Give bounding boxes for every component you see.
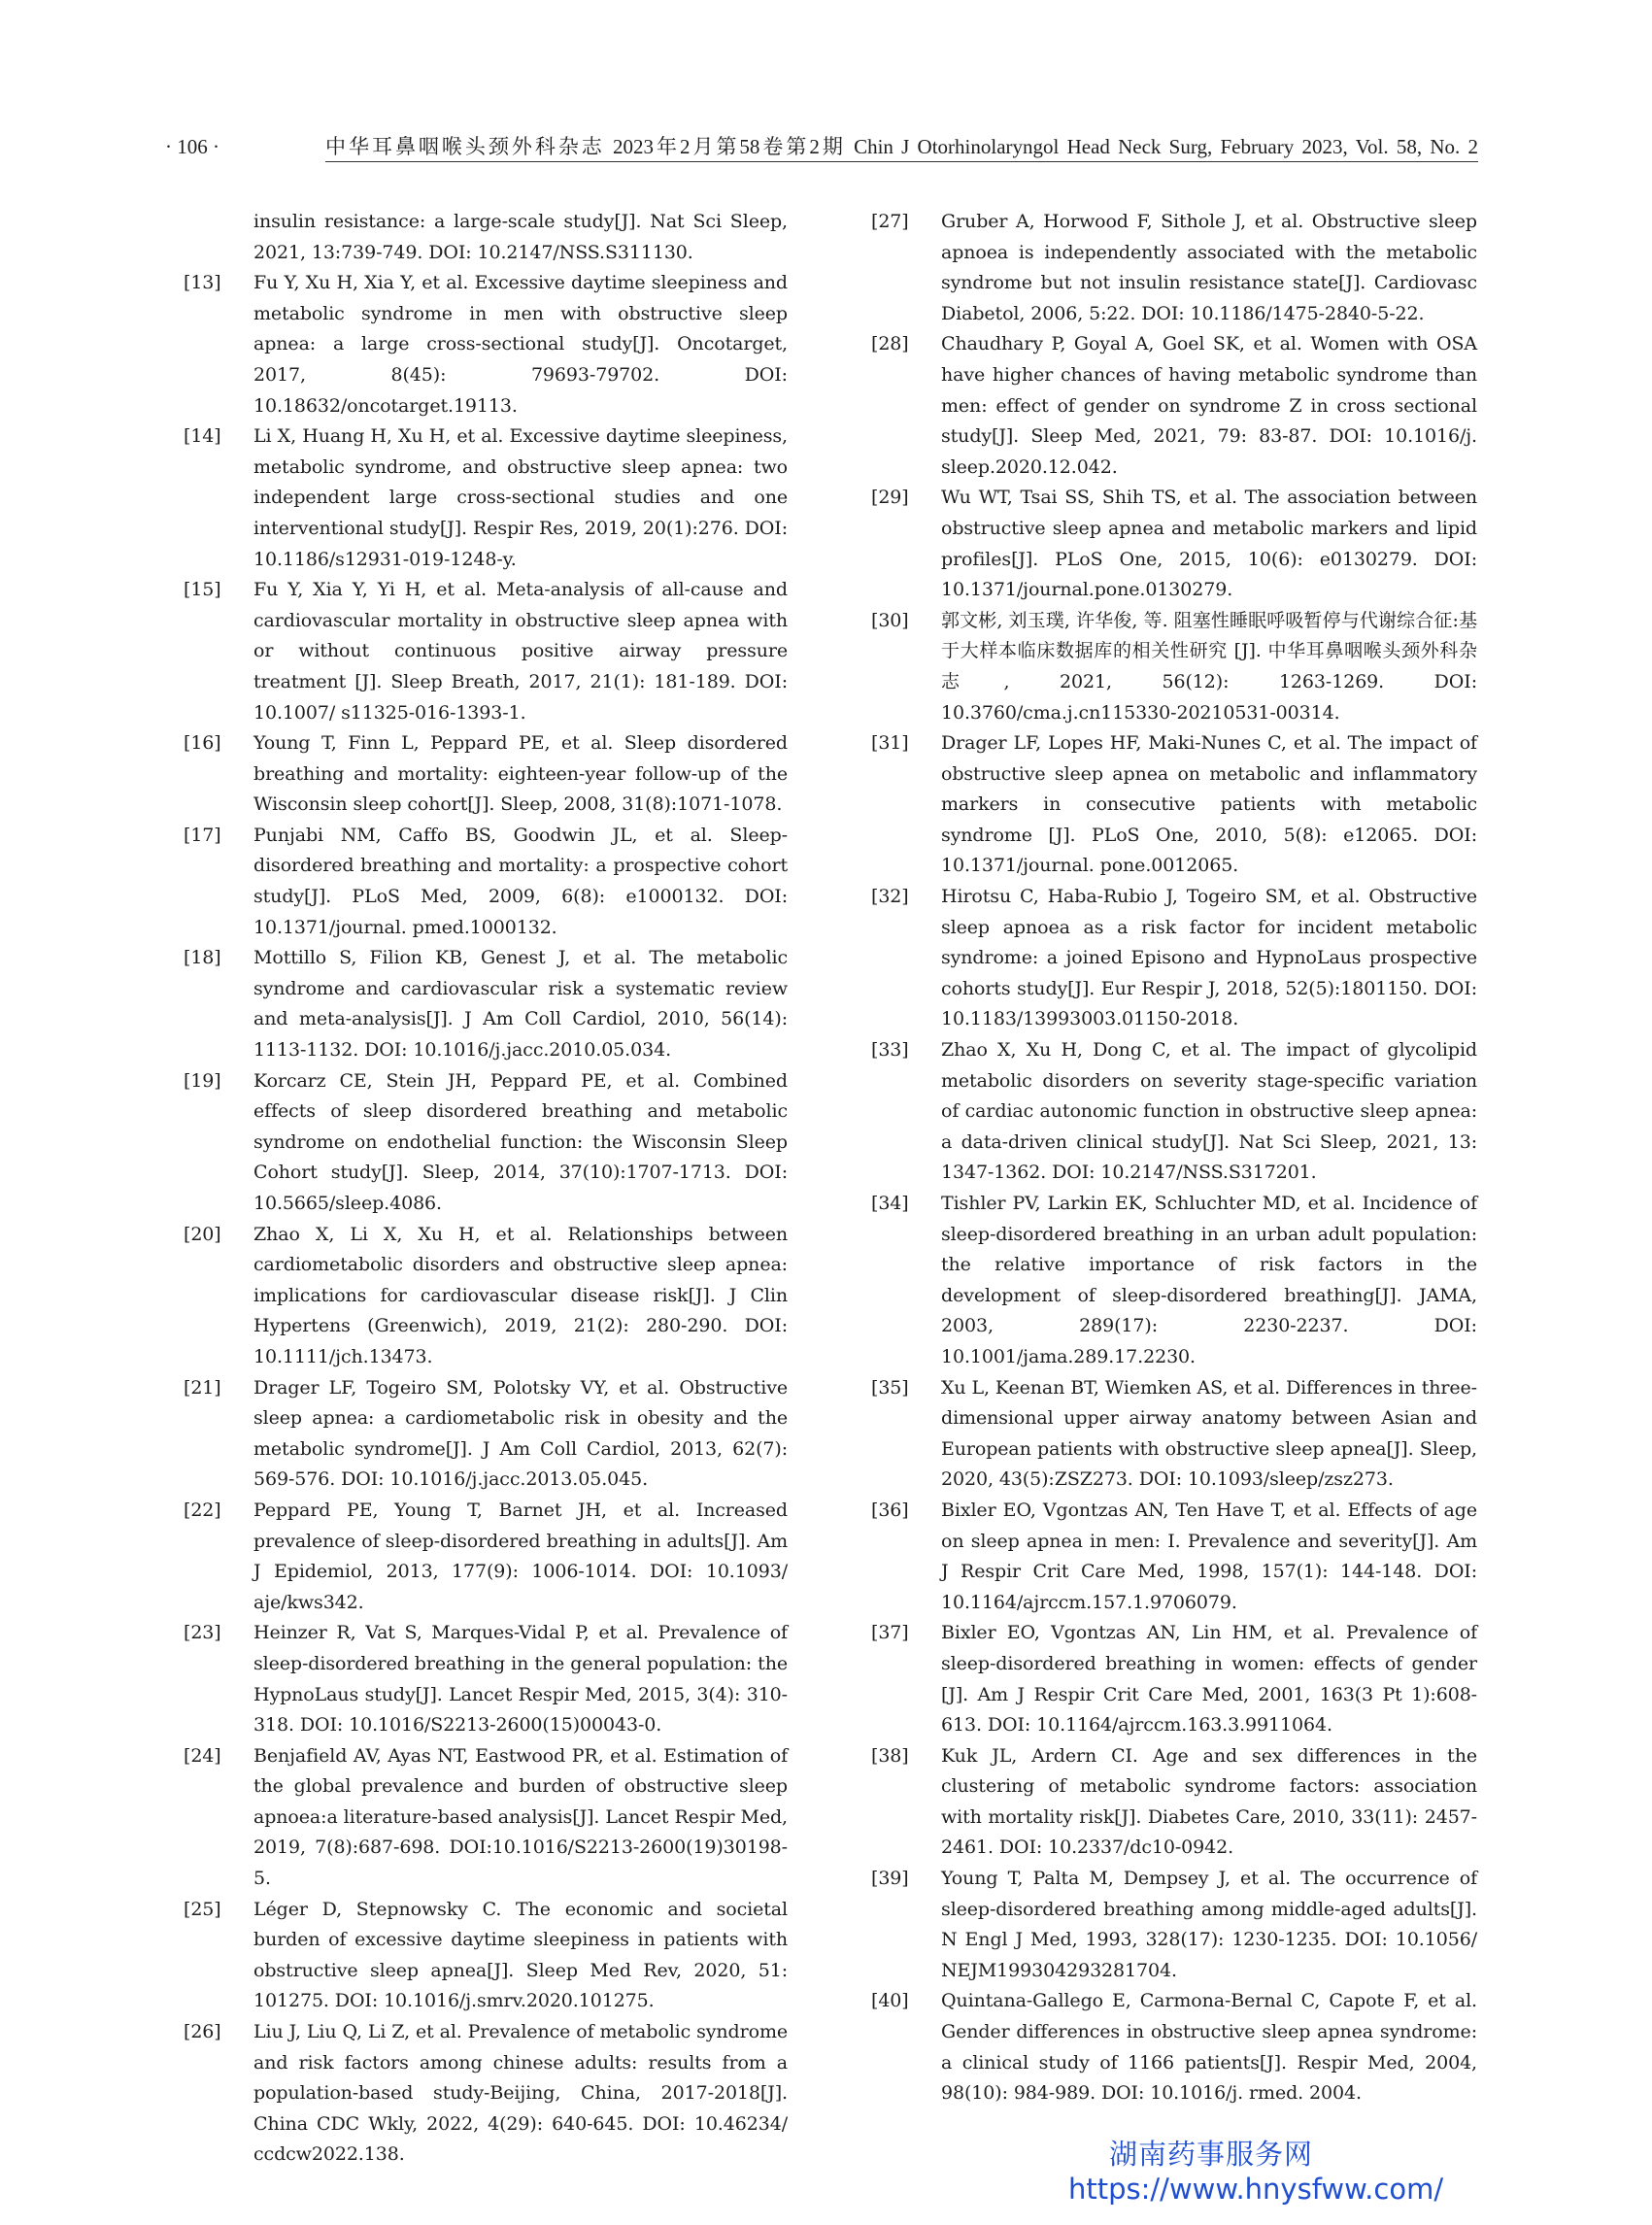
reference-entry (871, 1986, 1477, 2108)
reference-text: Bixler EO, Vgontzas AN, Lin HM, et al. Prevalence of sleep-disordered breathing in women: effects of gender [J]. Am J Respir Crit Care Med, 2001, 163(3 Pt 1):608-613. DOI: 10.1164/ajrccm.163.3.9911064. (941, 1622, 1477, 1736)
reference-entry (871, 1496, 1477, 1618)
reference-text: Fu Y, Xia Y, Yi H, et al. Meta-analysis of all-cause and cardiovascular mortality in obstructive sleep apnea with or without continuous positive airway pressure treatment [J]. Sleep Breath, 2017, 21(1): 181-189. DOI: 10.1007/ s11325-016-1393-1. (253, 579, 788, 724)
reference-text: Benjafield AV, Ayas NT, Eastwood PR, et al. Estimation of the global prevalence and burden of obstructive sleep apnoea:a literature-based analysis[J]. Lancet Respir Med, 2019, 7(8):687-698. DOI:10.1016/S2213-2600(19)30198-5. (253, 1744, 788, 1890)
reference-text: Hirotsu C, Haba-Rubio J, Togeiro SM, et al. Obstructive sleep apnoea as a risk factor for incident metabolic syndrome: a joined Episono and HypnoLaus prospective cohorts study[J]. Eur Respir J, 2018, 52(5):1801150. DOI: 10.1183/13993003.01150-2018. (941, 886, 1477, 1030)
reference-number: [28] (871, 333, 909, 355)
reference-entry (871, 329, 1477, 483)
reference-entry (871, 1189, 1477, 1373)
reference-entry (184, 268, 788, 421)
reference-number: [32] (871, 886, 909, 908)
reference-text: Kuk JL, Ardern CI. Age and sex differences in the clustering of metabolic syndrome factors: association with mortality risk[J]. Diabetes Care, 2010, 33(11): 2457-2461. DOI: 10.2337/dc10-0942. (941, 1744, 1477, 1859)
reference-number: [33] (871, 1039, 909, 1062)
reference-text: Punjabi NM, Caffo BS, Goodwin JL, et al. Sleep-disordered breathing and mortality: a prospective cohort study[J]. PLoS Med, 2009, 6(8): e1000132. DOI: 10.1371/journal. pmed.1000132. (253, 824, 788, 938)
reference-number: [34] (871, 1193, 909, 1214)
reference-text: Li X, Huang H, Xu H, et al. Excessive daytime sleepiness, metabolic syndrome, and obstructive sleep apnea: two independent large cross-sectional studies and one interventional study[J]. Respir Res, 2019, 20(1):276. DOI: 10.1186/s12931-019-1248-y. (253, 425, 788, 570)
reference-entry (184, 2017, 788, 2171)
reference-text: Bixler EO, Vgontzas AN, Ten Have T, et al. Effects of age on sleep apnea in men: I. Prevalence and severity[J]. Am J Respir Crit Care Med, 1998, 157(1): 144-148. DOI: 10.1164/ajrccm.157.1.9706079. (941, 1499, 1477, 1613)
reference-entry (871, 728, 1477, 882)
reference-entry (184, 728, 788, 821)
reference-number: [14] (184, 425, 221, 448)
reference-entry (871, 606, 1477, 728)
reference-number: [26] (184, 2021, 221, 2043)
references-left-column (184, 207, 788, 2171)
reference-number: [15] (184, 579, 221, 601)
reference-text: Quintana-Gallego E, Carmona-Bernal C, Capote F, et al. Gender differences in obstructive sleep apnea syndrome: a clinical study of 1166 patients[J]. Respir Med, 2004, 98(10): 984-989. DOI: 10.1016/j. rmed. 2004. (941, 1990, 1477, 2105)
reference-number: [20] (184, 1223, 221, 1245)
reference-text: Young T, Finn L, Peppard PE, et al. Sleep disordered breathing and mortality: eighteen-year follow-up of the Wisconsin sleep cohort[J]. Sleep, 2008, 31(8):1071-1078. (253, 732, 788, 816)
reference-number: [13] (184, 272, 221, 294)
reference-text: Heinzer R, Vat S, Marques-Vidal P, et al. Prevalence of sleep-disordered breathing in the general population: the HypnoLaus study[J]. Lancet Respir Med, 2015, 3(4): 310-318. DOI: 10.1016/S2213-2600(15)00043-0. (253, 1622, 788, 1736)
reference-text: Chaudhary P, Goyal A, Goel SK, et al. Women with OSA have higher chances of having metabolic syndrome than men: effect of gender on syndrome Z in cross sectional study[J]. Sleep Med, 2021, 79: 83-87. DOI: 10.1016/j. sleep.2020.12.042. (941, 333, 1477, 478)
reference-text: Zhao X, Xu H, Dong C, et al. The impact of glycolipid metabolic disorders on severity stage-specific variation of cardiac autonomic function in obstructive sleep apnea: a data-driven clinical study[J]. Nat Sci Sleep, 2021, 13: 1347-1362. DOI: 10.2147/NSS.S317201. (941, 1039, 1477, 1184)
reference-number: [17] (184, 824, 221, 846)
running-header (165, 132, 1478, 163)
reference-number: [23] (184, 1622, 221, 1644)
reference-number: [29] (871, 487, 909, 509)
reference-number: [16] (184, 732, 221, 755)
reference-number: [31] (871, 732, 909, 755)
reference-text: 郭文彬, 刘玉璞, 许华俊, 等. 阻塞性睡眠呼吸暂停与代谢综合征:基于大样本临床数据库的相关性研究 [J]. 中华耳鼻咽喉头颈外科杂志, 2021, 56(12): 1263-1269. DOI: 10.3760/cma.j.cn115330-20210531-00314. (941, 609, 1477, 724)
reference-number: [22] (184, 1499, 221, 1521)
reference-entry (871, 1035, 1477, 1189)
reference-entry (184, 421, 788, 575)
reference-number: [27] (871, 211, 909, 232)
reference-text: Wu WT, Tsai SS, Shih TS, et al. The association between obstructive sleep apnea and metabolic markers and lipid profiles[J]. PLoS One, 2015, 10(6): e0130279. DOI: 10.1371/journal.pone.0130279. (941, 487, 1477, 601)
reference-number: [40] (871, 1990, 909, 2012)
reference-entry (871, 1373, 1477, 1496)
header-divider (325, 161, 1478, 162)
reference-text: Mottillo S, Filion KB, Genest J, et al. The metabolic syndrome and cardiovascular risk a systematic review and meta-analysis[J]. J Am Coll Cardiol, 2010, 56(14): 1113-1132. DOI: 10.1016/j.jacc.2010.05.034. (253, 947, 788, 1062)
reference-entry (184, 1066, 788, 1220)
reference-number: [18] (184, 947, 221, 969)
reference-entry (184, 1741, 788, 1895)
reference-number: [24] (184, 1744, 221, 1767)
watermark-title: 湖南药事服务网 (1109, 2138, 1314, 2171)
reference-entry (184, 1618, 788, 1740)
reference-text: Drager LF, Lopes HF, Maki-Nunes C, et al. The impact of obstructive sleep apnea on metabolic and inflammatory markers in consecutive patients with metabolic syndrome [J]. PLoS One, 2010, 5(8): e12065. DOI: 10.1371/journal. pone.0012065. (941, 732, 1477, 877)
reference-text: Korcarz CE, Stein JH, Peppard PE, et al. Combined effects of sleep disordered breathing and metabolic syndrome on endothelial function: the Wisconsin Sleep Cohort study[J]. Sleep, 2014, 37(10):1707-1713. DOI: 10.5665/sleep.4086. (253, 1069, 788, 1214)
reference-text: Léger D, Stepnowsky C. The economic and societal burden of excessive daytime sleepiness in patients with obstructive sleep apnea[J]. Sleep Med Rev, 2020, 51: 101275. DOI: 10.1016/j.smrv.2020.101275. (253, 1898, 788, 2012)
reference-entry (871, 1618, 1477, 1740)
reference-text: insulin resistance: a large-scale study[J]. Nat Sci Sleep, 2021, 13:739-749. DOI: 10.2147/NSS.S311130. (253, 211, 788, 263)
reference-entry (871, 483, 1477, 605)
reference-number: [30] (871, 609, 909, 631)
reference-number: [36] (871, 1499, 909, 1521)
reference-text: Zhao X, Li X, Xu H, et al. Relationships between cardiometabolic disorders and obstructive sleep apnea: implications for cardiovascular disease risk[J]. J Clin Hypertens (Greenwich), 2019, 21(2): 280-290. DOI: 10.1111/jch.13473. (253, 1223, 788, 1367)
reference-entry (871, 1741, 1477, 1864)
references-right-column (871, 207, 1477, 2109)
reference-text: Young T, Palta M, Dempsey J, et al. The occurrence of sleep-disordered breathing among middle-aged adults[J]. N Engl J Med, 1993, 328(17): 1230-1235. DOI: 10.1056/ NEJM199304293281704. (941, 1868, 1477, 1981)
reference-entry (184, 821, 788, 943)
reference-number: [37] (871, 1622, 909, 1644)
reference-number: [39] (871, 1868, 909, 1890)
reference-text: Xu L, Keenan BT, Wiemken AS, et al. Differences in three-dimensional upper airway anatomy between Asian and European patients with obstructive sleep apnea[J]. Sleep, 2020, 43(5):ZSZ273. DOI: 10.1093/sleep/zsz273. (941, 1376, 1477, 1491)
reference-entry (184, 1373, 788, 1496)
reference-entry (871, 1864, 1477, 1986)
reference-text: Drager LF, Togeiro SM, Polotsky VY, et al. Obstructive sleep apnea: a cardiometabolic risk in obesity and the metabolic syndrome[J]. J Am Coll Cardiol, 2013, 62(7): 569-576. DOI: 10.1016/j.jacc.2013.05.045. (253, 1376, 788, 1491)
reference-number: [35] (871, 1376, 909, 1399)
reference-text: Fu Y, Xu H, Xia Y, et al. Excessive daytime sleepiness and metabolic syndrome in men with obstructive sleep apnea: a large cross-sectional study[J]. Oncotarget, 2017, 8(45): 79693-79702. DOI: 10.18632/oncotarget.19113. (253, 272, 788, 417)
reference-entry (184, 1496, 788, 1618)
reference-number: [19] (184, 1069, 221, 1092)
site-watermark (1068, 2137, 1476, 2207)
reference-text: Gruber A, Horwood F, Sithole J, et al. Obstructive sleep apnoea is independently associated with the metabolic syndrome but not insulin resistance state[J]. Cardiovasc Diabetol, 2006, 5:22. DOI: 10.1186/1475-2840-5-22. (941, 211, 1477, 324)
watermark-url[interactable]: https://www.hnysfww.com/ (1068, 2173, 1444, 2206)
reference-entry (184, 575, 788, 728)
reference-entry (871, 207, 1477, 329)
reference-entry (184, 207, 788, 268)
reference-entry (184, 1220, 788, 1373)
reference-number: [21] (184, 1376, 221, 1399)
reference-number: [38] (871, 1744, 909, 1767)
reference-text: Tishler PV, Larkin EK, Schluchter MD, et al. Incidence of sleep-disordered breathing in an urban adult population: the relative importance of risk factors in the development of sleep-disordered breathing[J]. JAMA, 2003, 289(17): 2230-2237. DOI: 10.1001/jama.289.17.2230. (941, 1193, 1477, 1367)
journal-citation-line: 中华耳鼻咽喉头颈外科杂志 2023年2月第58卷第2期 Chin J Otorhinolaryngol Head Neck Surg, February 2023, Vol. 58, No. 2 (325, 135, 1478, 158)
reference-entry (184, 1895, 788, 2017)
reference-entry (184, 943, 788, 1065)
reference-text: Liu J, Liu Q, Li Z, et al. Prevalence of metabolic syndrome and risk factors among chinese adults: results from a population-based study-Beijing, China, 2017-2018[J]. China CDC Wkly, 2022, 4(29): 640-645. DOI: 10.46234/ ccdcw2022.138. (253, 2021, 788, 2166)
reference-entry (871, 882, 1477, 1035)
reference-number: [25] (184, 1898, 221, 1920)
page-number: · 106 · (165, 135, 219, 158)
reference-text: Peppard PE, Young T, Barnet JH, et al. Increased prevalence of sleep-disordered breathing in adults[J]. Am J Epidemiol, 2013, 177(9): 1006-1014. DOI: 10.1093/ aje/kws342. (253, 1499, 788, 1613)
